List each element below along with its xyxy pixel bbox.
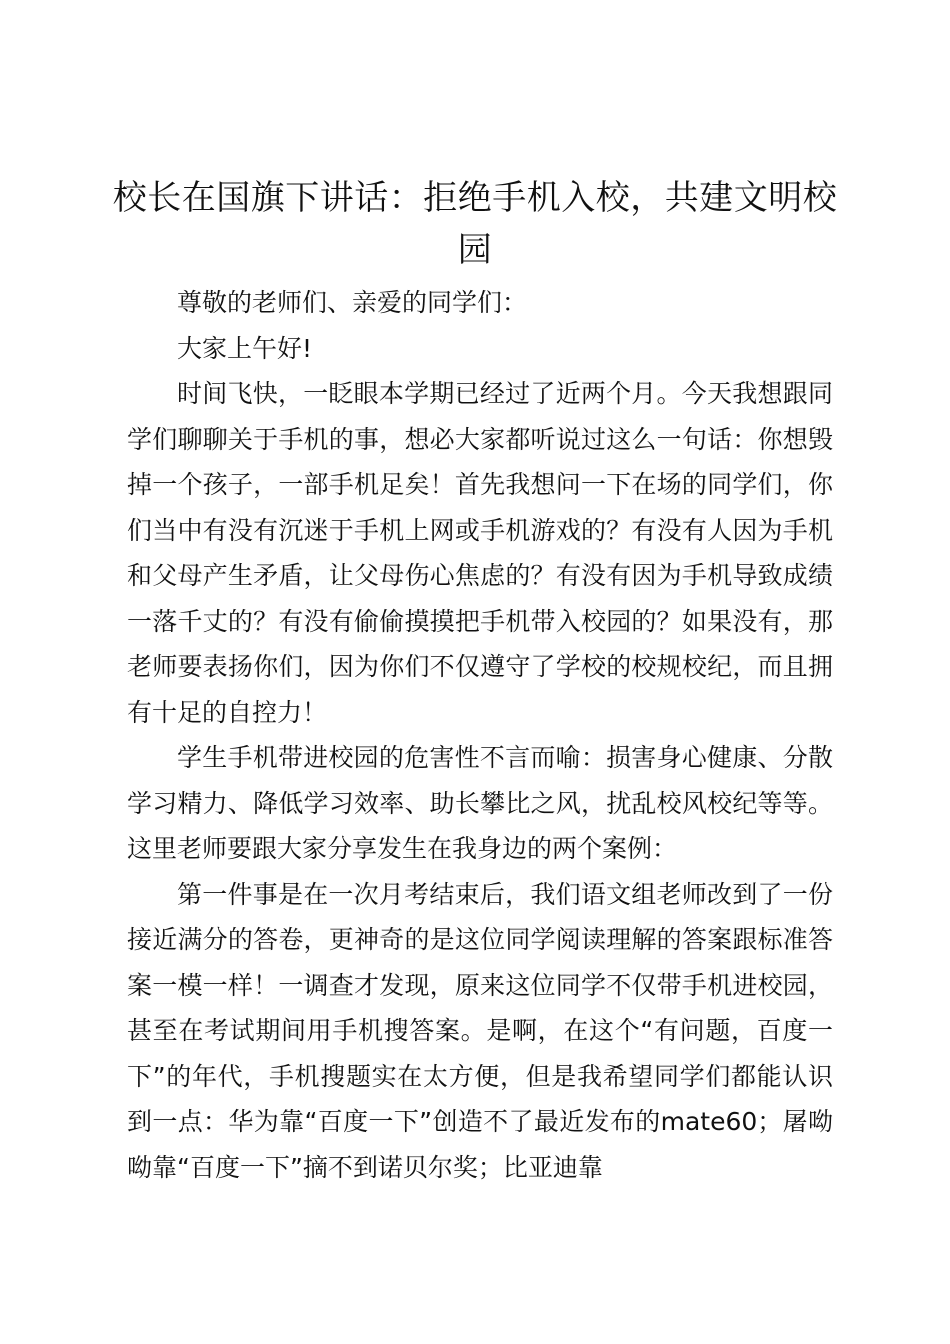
paragraph-hello: 大家上午好!: [177, 333, 313, 363]
paragraph-harms: 学生手机带进校园的危害性不言而喻：损害身心健康、分散学习精力、降低学习效率、助长攀比之风，扰乱校风校纪等等。这里老师要跟大家分享发生在我身边的两个案例：: [127, 743, 833, 863]
paragraph-intro: 时间飞快，一眨眼本学期已经过了近两个月。今天我想跟同学们聊聊关于手机的事，想必大家都听说过这么一句话：你想毁掉一个孩子，一部手机足矣！首先我想问一下在场的同学们，你们当中有没有沉迷于手机上网或手机游戏的？有没有人因为手机和父母产生矛盾，让父母伤心焦虑的？有没有因为手机导致成绩一落千丈的？有没有偷偷摸摸把手机带入校园的？如果没有，那老师要表扬你们，因为你们不仅遵守了学校的校规校纪，而且拥有十足的自控力！: [127, 379, 833, 727]
paragraph-case-one: 第一件事是在一次月考结束后，我们语文组老师改到了一份接近满分的答卷，更神奇的是这位同学阅读理解的答案跟标准答案一模一样！一调查才发现，原来这位同学不仅带手机进校园，甚至在考试期间用手机搜答案。是啊，在这个“有问题，百度一下”的年代，手机搜题实在太方便，但是我希望同学们都能认识到一点：华为靠“百度一下”创造不了最近发布的mate60；屠呦呦靠“百度一下”摘不到诺贝尔奖；比亚迪靠: [127, 879, 833, 1182]
document-title: 校长在国旗下讲话：拒绝手机入校，共建文明校园: [112, 178, 838, 270]
paragraph-greeting: 尊敬的老师们、亲爱的同学们：: [177, 288, 528, 317]
document-body: [127, 280, 833, 1190]
